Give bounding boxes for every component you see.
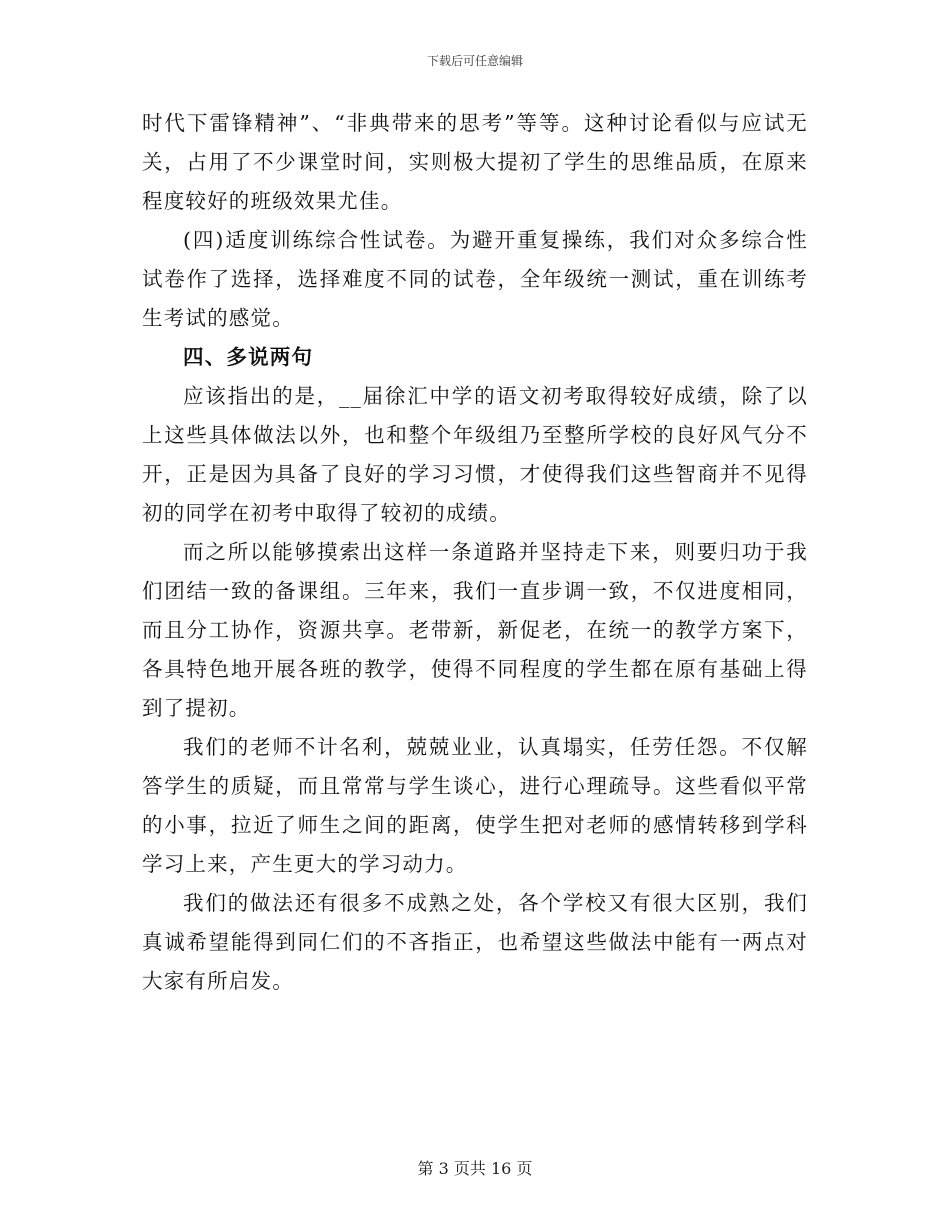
paragraph-teachers: 我们的老师不计名利，兢兢业业，认真塌实，任劳任怨。不仅解答学生的质疑，而且常常与学生谈心，进行心理疏导。这些看似平常的小事，拉近了师生之间的距离，使学生把对老师的感情转移到学科学习上来，产生更大的学习动力。: [142, 735, 808, 876]
paragraph-lesson-group: 而之所以能够摸索出这样一条道路并坚持走下来，则要归功于我们团结一致的备课组。三年来，我们一直步调一致，不仅进度相同，而且分工协作，资源共享。老带新，新促老，在统一的教学方案下，各具特色地开展各班的教学，使得不同程度的学生都在原有基础上得到了提初。: [142, 540, 808, 720]
page-number: 第 3 页共 16 页: [417, 1159, 533, 1178]
section-heading: 四、多说两句: [183, 345, 314, 369]
paragraph-comprehensive-tests: (四)适度训练综合性试卷。为避开重复操练，我们对众多综合性试卷作了选择，选择难度不同的试卷，全年级统一测试，重在训练考生考试的感觉。: [142, 228, 808, 330]
paragraph-closing: 我们的做法还有很多不成熟之处，各个学校又有很大区别，我们真诚希望能得到同仁们的不吝指正，也希望这些做法中能有一两点对大家有所启发。: [142, 891, 808, 993]
page-header: 下载后可任意编辑: [426, 54, 523, 68]
paragraph-exam-results: 应该指出的是，__届徐汇中学的语文初考取得较好成绩，除了以上这些具体做法以外，也和整个年级组乃至整所学校的良好风气分不开，正是因为具备了良好的学习习惯，才使得我们这些智商并不见得初的同学在初考中取得了较初的成绩。: [142, 384, 808, 525]
paragraph-continuation: 时代下雷锋精神”、“非典带来的思考”等等。这种讨论看似与应试无关，占用了不少课堂时间，实则极大提初了学生的思维品质，在原来程度较好的班级效果尤佳。: [142, 111, 808, 213]
document-body: [142, 104, 808, 1001]
